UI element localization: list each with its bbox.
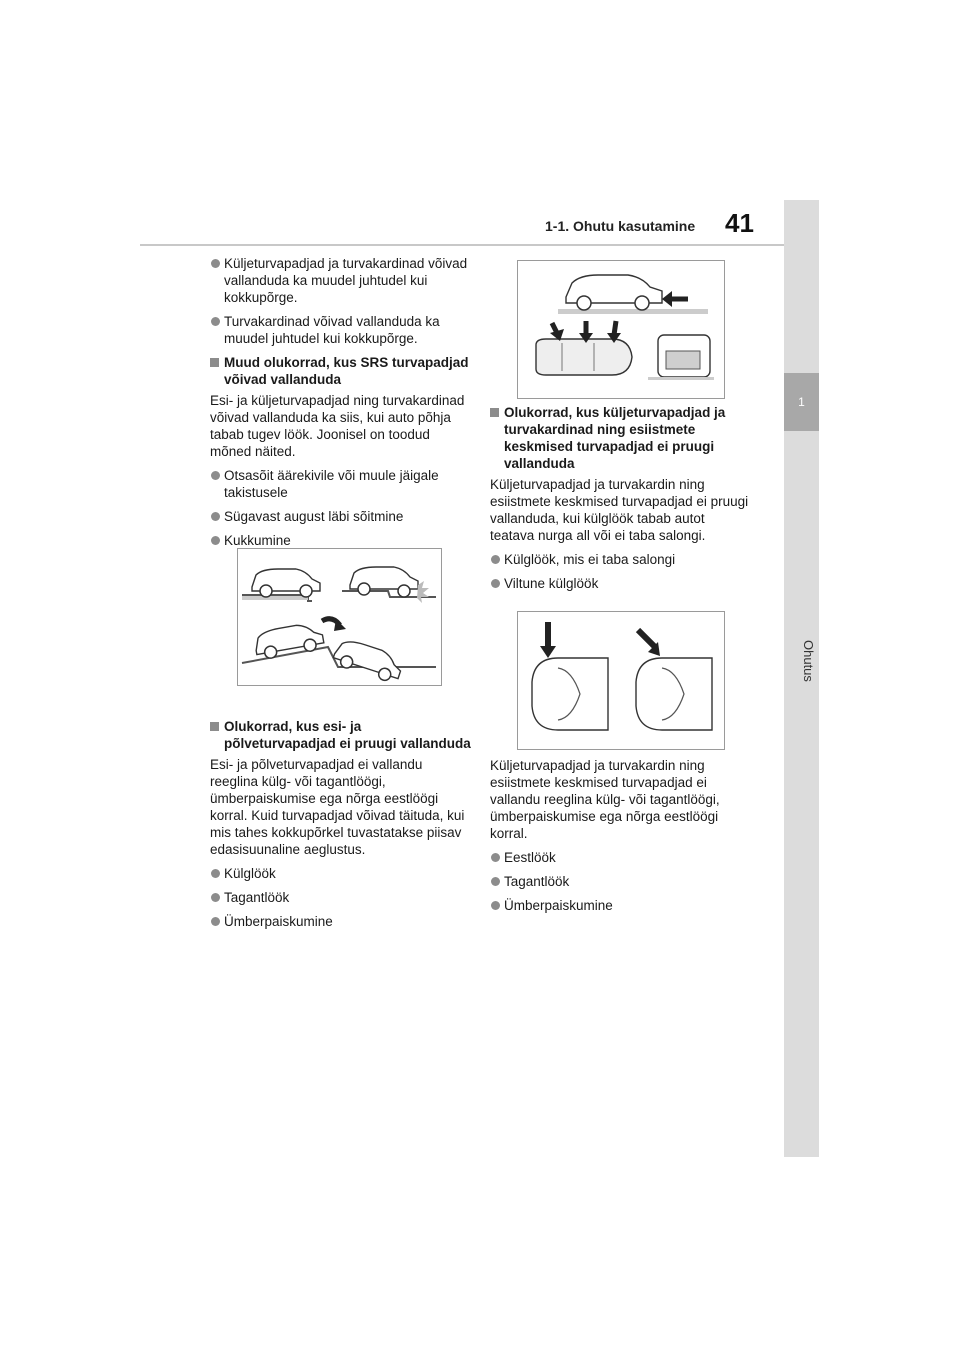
- bullet-icon: [211, 869, 220, 878]
- bullet-icon: [211, 317, 220, 326]
- list-item: Kukkumine: [210, 532, 472, 549]
- square-bullet-icon: [210, 722, 219, 731]
- side-front-rear-impact-illustration: [517, 260, 725, 399]
- bullet-icon: [211, 259, 220, 268]
- square-bullet-icon: [490, 408, 499, 417]
- bullet-icon: [211, 536, 220, 545]
- list-item: Tagantlöök: [490, 873, 752, 890]
- bullet-icon: [211, 512, 220, 521]
- bullet-icon: [491, 555, 500, 564]
- bullet-icon: [211, 893, 220, 902]
- square-bullet-icon: [210, 358, 219, 367]
- bullet-icon: [211, 917, 220, 926]
- side-impact-angle-illustration: [517, 611, 725, 750]
- list-item: Eestlöök: [490, 849, 752, 866]
- bullet-icon: [211, 471, 220, 480]
- header-rule: [140, 244, 784, 246]
- chapter-number: 1: [784, 373, 819, 431]
- list-item: Küljeturvapadjad ja turvakardinad võivad vallanduda ka muudel juhtudel kui kokkupõrge.: [210, 255, 472, 306]
- impact-types-drawing: [518, 261, 724, 398]
- paragraph: Esi- ja põlveturvapadjad ei vallandu reeglina külg- või tagantlöögi, ümberpaiskumise ega nõrga eestlöögi korral. Kuid turvapadjad võivad täituda, kui mis tahes kokkupõrkel tuvastatakse piisav edasisuunaline aeglustus.: [210, 757, 465, 857]
- underbody-impact-illustration: [237, 548, 442, 686]
- paragraph: Küljeturvapadjad ja turvakardin ning esiistmete keskmised turvapadjad ei pruugi vallanduda, kui külglöök tabab autot teatava nurga all või ei taba salongi.: [490, 477, 749, 543]
- chapter-side-tab: [784, 200, 819, 1157]
- list-item: Ümberpaiskumine: [210, 913, 472, 930]
- angled-side-impact-drawing: [518, 612, 724, 749]
- underbody-impact-drawing: [238, 549, 441, 685]
- page-number: 41: [725, 208, 754, 238]
- paragraph: Küljeturvapadjad ja turvakardin ning esiistmete keskmised turvapadjad ei vallandu reeglina külg- või tagantlöögi, ümberpaiskumise ega nõrga eestlöögi korral.: [490, 758, 720, 841]
- bullet-icon: [491, 853, 500, 862]
- chapter-name: Ohutus: [801, 640, 816, 682]
- bullet-icon: [491, 579, 500, 588]
- list-item: Tagantlöök: [210, 889, 472, 906]
- section-heading: Olukorrad, kus küljeturvapadjad ja turvakardinad ning esiistmete keskmised turvapadjad ei pruugi vallanduda: [490, 404, 752, 472]
- list-item: Ümberpaiskumine: [490, 897, 752, 914]
- list-item: Viltune külglöök: [490, 575, 752, 592]
- paragraph: Esi- ja küljeturvapadjad ning turvakardinad võivad vallanduda ka siis, kui auto põhja tabab tugev löök. Joonisel on toodud mõned näited.: [210, 393, 465, 459]
- list-item: Turvakardinad võivad vallanduda ka muudel juhtudel kui kokkupõrge.: [210, 313, 472, 347]
- bullet-icon: [491, 877, 500, 886]
- section-heading: Muud olukorrad, kus SRS turvapadjad võivad vallanduda: [210, 354, 472, 388]
- bullet-icon: [491, 901, 500, 910]
- list-item: Külglöök: [210, 865, 472, 882]
- list-item: Sügavast august läbi sõitmine: [210, 508, 472, 525]
- list-item: Otsasõit äärekivile või muule jäigale takistusele: [210, 467, 472, 501]
- list-item: Külglöök, mis ei taba salongi: [490, 551, 752, 568]
- section-title: 1-1. Ohutu kasutamine: [545, 218, 696, 234]
- section-heading: Olukorrad, kus esi- ja põlveturvapadjad ei pruugi vallanduda: [210, 718, 472, 752]
